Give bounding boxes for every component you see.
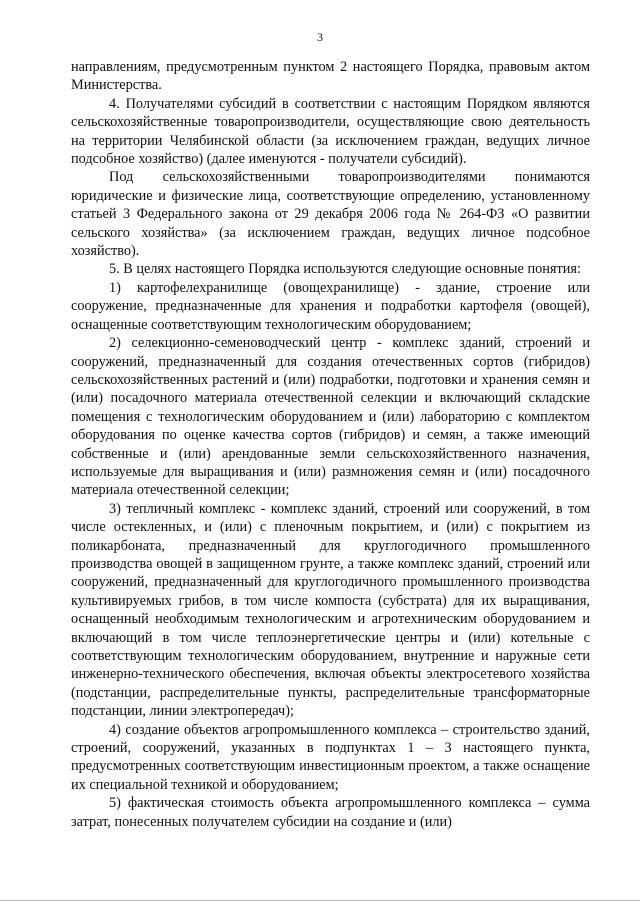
paragraph-item-4: 4. Получателями субсидий в соответствии с настоящим Порядком являются сельскохозяйственные товаропроизводители, осуществляющие свою деятельность на территории Челябинской области (за исключением граждан, ведущих личное подсобное хозяйство) (далее именуются - получатели субсидий). (71, 95, 590, 168)
page-number: 3 (317, 30, 323, 44)
paragraph-item-5: 5. В целях настоящего Порядка используются следующие основные понятия: (109, 261, 581, 278)
page-bottom-rule (0, 900, 640, 901)
subparagraph-1: 1) картофелехранилище (овощехранилище) - здание, строение или сооружение, предназначенные для хранения и подработки картофеля (овощей), оснащенные соответствующим технологическим оборудованием; (71, 279, 590, 333)
subparagraph-4: 4) создание объектов агропромышленного комплекса – строительство зданий, строений, сооружений, указанных в подпунктах 1 – 3 настоящего пункта, предусмотренных соответствующим инвестиционным проектом, а также оснащение их специальной техникой и оборудованием; (71, 721, 590, 793)
paragraph-continuation: направлениям, предусмотренным пунктом 2 настоящего Порядка, правовым актом Министерства. (71, 59, 590, 94)
subparagraph-5: 5) фактическая стоимость объекта агропромышленного комплекса – сумма затрат, понесенных получателем субсидии на создание и (или) (71, 795, 590, 830)
subparagraph-3: 3) тепличный комплекс - комплекс зданий, строений или сооружений, в том числе остекленных, и (или) с пленочным покрытием, и (или) с покрытием из поликарбоната, предназначенный для круглогодичного промышленного производства овощей в защищенном грунте, а также комплекс зданий, строений или сооружений, предназначенный для круглогодичного промышленного производства культивируемых грибов, в том числе компоста (субстрата) для их выращивания, оснащенный необходимым технологическим и агротехническим оборудованием и включающий в том числе теплоэнергетические центры и (или) котельные с соответствующим технологическим оборудованием, внутренние и наружные сети инженерно-технического обеспечения, включая объекты электросетевого хозяйства (подстанции, распределительные пункты, распределительные трансформаторные подстанции, линии электропередач); (71, 500, 590, 720)
subparagraph-2: 2) селекционно-семеноводческий центр - комплекс зданий, строений и сооружений, предназначенный для создания отечественных сортов (гибридов) сельскохозяйственных растений и (или) подработки, подготовки и хранения семян и (или) посадочного материала отечественной селекции и включающий складские помещения с технологическим оборудованием и (или) лабораторию с комплектом оборудования по оценке качества сортов (гибридов) и семян, а также имеющий собственные и (или) арендованные земли сельскохозяйственного назначения, используемые для выращивания и (или) размножения семян и (или) посадочного материала отечественной селекции; (71, 335, 590, 499)
paragraph-definition-producers: Под сельскохозяйственными товаропроизводителями понимаются юридические и физические лица, соответствующие определению, установленному статьей 3 Федерального закона от 29 декабря 2006 года № 264-ФЗ «О развитии сельского хозяйства» (за исключением граждан, ведущих личное подсобное хозяйство). (71, 169, 590, 260)
document-body (71, 58, 590, 831)
